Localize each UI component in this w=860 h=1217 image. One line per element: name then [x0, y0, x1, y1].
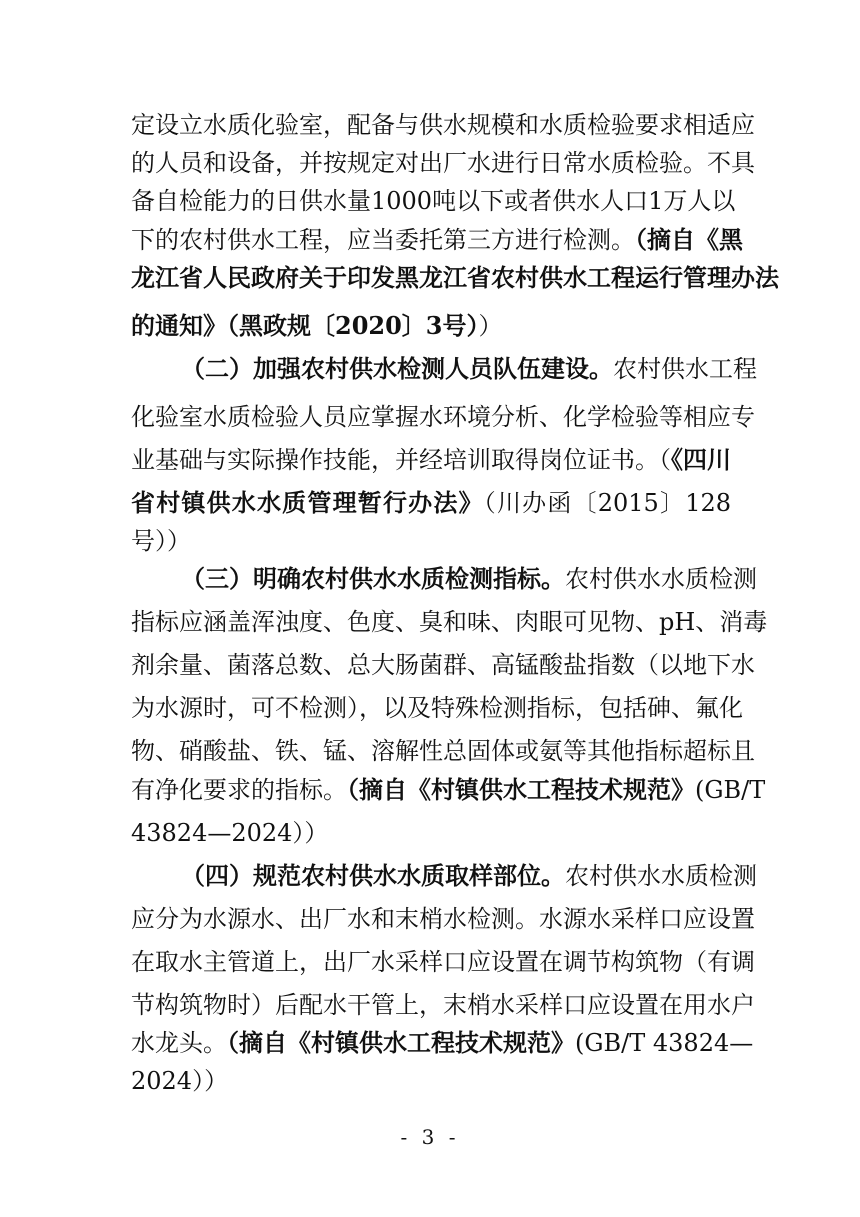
section-heading-line: （二）加强农村供水检测人员队伍建设。农村供水工程 — [181, 354, 757, 383]
text-line: 下的农村供水工程，应当委托第三方进行检测。（摘自《黑 — [131, 225, 743, 254]
text-line: 为水源时，可不检测），以及特殊检测指标，包括砷、氟化 — [131, 694, 743, 722]
page-number: - 3 - — [400, 1125, 460, 1149]
text-line: 备自检能力的日供水量1000吨以下或者供水人口1万人以 — [131, 187, 736, 215]
text-line: 节构筑物时）后配水干管上，末梢水采样口应设置在用水户 — [131, 991, 755, 1019]
text-line: 省村镇供水水质管理暂行办法》（川办函〔2015〕128 — [131, 488, 732, 517]
text-line: 2024）） — [131, 1067, 229, 1095]
text-line: 号）） — [131, 527, 191, 555]
text-line: 应分为水源水、出厂水和末梢水检测。水源水采样口应设置 — [131, 905, 755, 933]
text-line: 化验室水质检验人员应掌握水环境分析、化学检验等相应专 — [131, 403, 755, 431]
text-line: 指标应涵盖浑浊度、色度、臭和味、肉眼可见物、pH、消毒 — [131, 608, 768, 636]
text-line: 龙江省人民政府关于印发黑龙江省农村供水工程运行管理办法 — [131, 263, 779, 292]
text-line: 有净化要求的指标。（摘自《村镇供水工程技术规范》(GB/T — [131, 775, 766, 804]
text-line: 物、硝酸盐、铁、锰、溶解性总固体或氨等其他指标超标且 — [131, 737, 755, 765]
section-heading-line: （三）明确农村供水水质检测指标。农村供水水质检测 — [181, 564, 757, 593]
text-line: 的通知》（黑政规〔2020〕3号）） — [131, 311, 503, 340]
text-line: 水龙头。（摘自《村镇供水工程技术规范》(GB/T 43824— — [131, 1028, 754, 1057]
text-line: 剂余量、菌落总数、总大肠菌群、高锰酸盐指数（以地下水 — [131, 651, 755, 679]
text-line: 的人员和设备，并按规定对出厂水进行日常水质检验。不具 — [131, 149, 755, 177]
text-line: 43824—2024）） — [131, 819, 329, 847]
section-heading-line: （四）规范农村供水水质取样部位。农村供水水质检测 — [181, 861, 757, 890]
text-line: 在取水主管道上，出厂水采样口应设置在调节构筑物（有调 — [131, 948, 755, 976]
text-line: 业基础与实际操作技能，并经培训取得岗位证书。（《四川 — [131, 445, 731, 474]
text-line: 定设立水质化验室，配备与供水规模和水质检验要求相适应 — [131, 111, 755, 139]
